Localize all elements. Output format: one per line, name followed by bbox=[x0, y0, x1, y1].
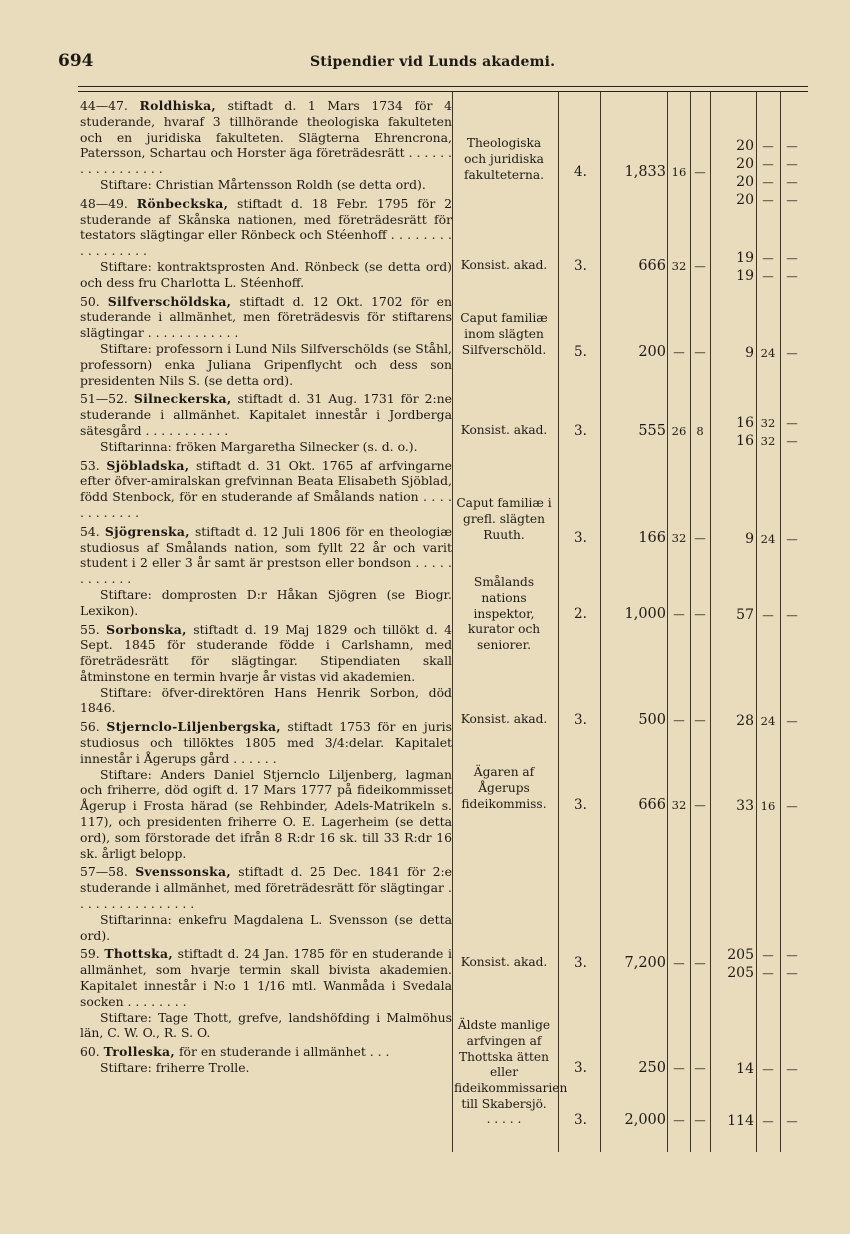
shares-value: 33 bbox=[736, 798, 754, 814]
extra-cell: 8 bbox=[696, 424, 704, 438]
stipend-entry bbox=[80, 864, 452, 943]
recipients-cell: Ägaren af Ågerups fideikommiss. bbox=[461, 765, 547, 811]
c6-column bbox=[757, 249, 779, 285]
c7-column bbox=[781, 530, 803, 548]
capital-cell: 666 bbox=[638, 258, 666, 274]
entry-founder: Stiftare: domprosten D:r Håkan Sjögren (se Biogr. Lexikon). bbox=[80, 586, 452, 618]
entries-column bbox=[80, 98, 452, 1079]
c7-column bbox=[781, 606, 803, 624]
skilling-cell: — bbox=[673, 713, 685, 727]
c7-value: — bbox=[786, 416, 798, 430]
c6-column bbox=[757, 1112, 779, 1130]
column-divider bbox=[558, 92, 559, 1152]
c7-value: — bbox=[786, 193, 798, 207]
c6-value: — bbox=[762, 1062, 774, 1076]
capital-cell: 166 bbox=[638, 530, 666, 546]
recipients-cell: Konsist. akad. bbox=[460, 423, 548, 437]
class-cell: 3. bbox=[574, 258, 587, 274]
c6-value: — bbox=[762, 251, 774, 265]
c7-column bbox=[781, 249, 803, 285]
c7-value: — bbox=[786, 139, 798, 153]
recipients-cell: Caput familiæ i grefl. slägten Ruuth. bbox=[456, 496, 552, 542]
column-divider bbox=[710, 92, 711, 1152]
entry-text bbox=[80, 1044, 452, 1060]
skilling-cell: 32 bbox=[671, 798, 687, 812]
c7-value: — bbox=[786, 157, 798, 171]
c6-column bbox=[757, 606, 779, 624]
extra-cell: — bbox=[694, 259, 706, 273]
recipients-cell: Konsist. akad. bbox=[460, 955, 548, 969]
stipend-entry bbox=[80, 1044, 452, 1076]
stipend-entry bbox=[80, 946, 452, 1041]
class-cell: 3. bbox=[574, 530, 587, 546]
shares-value: 205 bbox=[727, 947, 754, 963]
class-cell: 4. bbox=[574, 164, 587, 180]
entry-founder: Stiftare: Anders Daniel Stjernclo Liljenberg, lagman och friherre, död ogift d. 17 Mars 1777 på fideikommisset Ågerup i Frosta härad (se Rehbinder, Adels-Matrikeln s. 117), och presidenten friherre O. E. Lagerheim (se detta ord), som förstorade det ifrån 8 R:dr 16 sk. till 33 R:dr 16 sk. årligt belopp. bbox=[80, 766, 452, 861]
c7-value: — bbox=[786, 948, 798, 962]
c6-column bbox=[757, 797, 779, 815]
entry-text bbox=[80, 622, 452, 685]
entry-text bbox=[80, 458, 452, 521]
entry-name: Stjernclo-Liljenbergska, bbox=[106, 719, 281, 735]
shares-value: 16 bbox=[736, 433, 754, 449]
recipients-cell: Smålands nations inspektor, kurator och seniorer. bbox=[467, 575, 541, 653]
class-cell: 3. bbox=[574, 712, 587, 728]
c7-value: — bbox=[786, 1062, 798, 1076]
entry-description: för en studerande i allmänhet . . . bbox=[178, 1044, 390, 1060]
capital-cell: 666 bbox=[638, 797, 666, 813]
skilling-cell: — bbox=[673, 345, 685, 359]
shares-column bbox=[712, 1060, 754, 1078]
c7-value: — bbox=[786, 269, 798, 283]
shares-column bbox=[712, 137, 754, 209]
entry-description: stiftadt d. 12 Juli 1806 för en theologiæ studiosus af Smålands nation, som fyllt 22 år och varit student i 2 eller 3 år samt är prestson eller bondson . . . . . . . . . . . . bbox=[80, 523, 452, 587]
c6-value: 16 bbox=[760, 799, 776, 813]
entry-founder: Stiftare: kontraktsprosten And. Rönbeck (se detta ord) och dess fru Charlotta L. Stéenhoff. bbox=[80, 258, 452, 290]
capital-cell: 200 bbox=[638, 344, 666, 360]
c7-value: — bbox=[786, 608, 798, 622]
header-rule-thin bbox=[78, 91, 808, 92]
shares-value: 20 bbox=[736, 174, 754, 190]
entry-description: stiftadt d. 25 Dec. 1841 för 2:e studerande i allmänhet, med företrädesrätt för slägtingar . . . . . . . . . . . . . . . . bbox=[80, 864, 452, 912]
extra-cell: — bbox=[694, 1113, 706, 1127]
shares-value: 19 bbox=[736, 250, 754, 266]
entry-founder: Stiftare: Tage Thott, grefve, landshöfding i Malmöhus län, C. W. O., R. S. O. bbox=[80, 1009, 452, 1041]
c6-value: — bbox=[762, 175, 774, 189]
c7-column bbox=[781, 1112, 803, 1130]
recipients-cell: . . . . . bbox=[486, 1112, 522, 1126]
entry-description: stiftadt d. 12 Okt. 1702 för en studerande i allmänhet, men företrädesvis för stiftarens slägtingar . . . . . . . . . . . . bbox=[80, 293, 452, 341]
entry-name: Rönbeckska, bbox=[136, 195, 229, 211]
entry-text bbox=[80, 946, 452, 1009]
c7-column bbox=[781, 137, 803, 209]
entry-description: stiftadt d. 24 Jan. 1785 för en studerande i allmänhet, som hvarje termin skall bivista akademien. Kapitalet innestår i N:o 1 1/16 mtl. Wanmåda i Svedala socken . . . . . . . . bbox=[80, 946, 452, 1009]
c6-column bbox=[757, 414, 779, 450]
c7-value: — bbox=[786, 251, 798, 265]
entry-founder: Stiftarinna: fröken Margaretha Silnecker (s. d. o.). bbox=[100, 438, 418, 454]
capital-cell: 2,000 bbox=[624, 1112, 666, 1128]
capital-cell: 250 bbox=[638, 1060, 666, 1076]
class-cell: 3. bbox=[574, 423, 587, 439]
extra-cell: — bbox=[694, 531, 706, 545]
entry-description: stiftadt d. 1 Mars 1734 för 4 studerande, hvaraf 3 tillhörande theologiska fakulteten och en juridiska fakulteten. Slägterna Ehrencrona, Patersson, Schartau och Horster äga företrädesrätt . . . . . . . . . . . . . . . . . bbox=[80, 98, 452, 177]
entry-description: stiftadt d. 31 Okt. 1765 af arfvingarne efter öfver-amiralskan grefvinnan Beata Elisabeth Sjöblad, född Stenbock, för en studerande af Smålands nation . . . . . . . . . . . . bbox=[80, 457, 452, 520]
class-cell: 2. bbox=[574, 606, 587, 622]
entry-text bbox=[80, 524, 452, 587]
shares-value: 28 bbox=[736, 713, 754, 729]
column-divider bbox=[452, 92, 453, 1152]
extra-cell: — bbox=[694, 713, 706, 727]
entry-description: stiftadt 1753 för en juris studiosus och tillöktes 1805 med 3/4:delar. Kapitalet innestår i Ågerups gård . . . . . . bbox=[80, 719, 452, 766]
skilling-cell: — bbox=[673, 956, 685, 970]
skilling-cell: 16 bbox=[671, 165, 687, 179]
skilling-cell: 26 bbox=[671, 424, 687, 438]
shares-value: 20 bbox=[736, 192, 754, 208]
c6-value: 24 bbox=[760, 346, 776, 360]
entry-founder: Stiftare: professorn i Lund Nils Silfverschölds (se Ståhl, professorn) enka Juliana Gripenflycht och dess son presidenten Nils S. (se detta ord). bbox=[80, 340, 452, 388]
shares-value: 20 bbox=[736, 138, 754, 154]
skilling-cell: — bbox=[673, 607, 685, 621]
entry-number: 57—58. bbox=[80, 864, 128, 880]
entry-number: 48—49. bbox=[80, 195, 128, 211]
c6-value: 24 bbox=[760, 532, 776, 546]
class-cell: 3. bbox=[574, 1112, 587, 1128]
entry-text bbox=[80, 98, 452, 177]
c7-value: — bbox=[786, 966, 798, 980]
entry-number: 51—52. bbox=[80, 391, 128, 407]
shares-value: 14 bbox=[736, 1061, 754, 1077]
entry-name: Sjögrenska, bbox=[104, 523, 190, 539]
c7-column bbox=[781, 946, 803, 982]
c7-value: — bbox=[786, 346, 798, 360]
entry-number: 60. bbox=[80, 1044, 100, 1060]
c6-value: — bbox=[762, 948, 774, 962]
class-cell: 3. bbox=[574, 1060, 587, 1076]
column-divider bbox=[667, 92, 668, 1152]
entry-number: 44—47. bbox=[80, 98, 128, 113]
shares-column bbox=[712, 797, 754, 815]
entry-number: 55. bbox=[80, 621, 100, 637]
entry-name: Silfverschöldska, bbox=[107, 293, 232, 309]
skilling-cell: — bbox=[673, 1113, 685, 1127]
capital-cell: 555 bbox=[638, 423, 666, 439]
shares-column bbox=[712, 414, 754, 450]
entry-text bbox=[80, 864, 452, 911]
recipients-cell: Konsist. akad. bbox=[460, 712, 548, 726]
c6-value: — bbox=[762, 1114, 774, 1128]
recipients-cell: Konsist. akad. bbox=[460, 258, 548, 272]
shares-value: 205 bbox=[727, 965, 754, 981]
entry-founder: Stiftare: öfver-direktören Hans Henrik Sorbon, död 1846. bbox=[80, 684, 452, 716]
shares-column bbox=[712, 946, 754, 982]
c6-value: — bbox=[762, 193, 774, 207]
stipend-entry bbox=[80, 98, 452, 193]
stipend-entry bbox=[80, 294, 452, 389]
c6-value: 32 bbox=[760, 416, 776, 430]
extra-cell: — bbox=[694, 345, 706, 359]
extra-cell: — bbox=[694, 798, 706, 812]
running-title: Stipendier vid Lunds akademi. bbox=[310, 54, 556, 70]
c7-value: — bbox=[786, 434, 798, 448]
shares-column bbox=[712, 712, 754, 730]
entry-description: stiftadt d. 31 Aug. 1731 för 2:ne studerande i allmänhet. Kapitalet innestår i Jordberga sätesgård . . . . . . . . . . . bbox=[80, 391, 452, 438]
entry-name: Thottska, bbox=[104, 946, 173, 962]
skilling-cell: 32 bbox=[671, 259, 687, 273]
stipend-entry bbox=[80, 719, 452, 861]
entry-name: Svenssonska, bbox=[135, 864, 231, 880]
stipend-entry bbox=[80, 458, 452, 521]
c6-value: 32 bbox=[760, 434, 776, 448]
extra-cell: — bbox=[694, 956, 706, 970]
shares-value: 16 bbox=[736, 415, 754, 431]
entry-number: 56. bbox=[80, 719, 100, 735]
c6-value: — bbox=[762, 608, 774, 622]
recipients-cell: Äldste manlige arfvingen af Thottska ätten eller fideikommissarien till Skabersjö. bbox=[454, 1018, 568, 1111]
c6-column bbox=[757, 344, 779, 362]
entry-founder: Stiftare: friherre Trolle. bbox=[100, 1060, 250, 1076]
c7-column bbox=[781, 712, 803, 730]
entry-number: 50. bbox=[80, 293, 100, 309]
c7-value: — bbox=[786, 532, 798, 546]
c7-column bbox=[781, 344, 803, 362]
c6-column bbox=[757, 1060, 779, 1078]
entry-text bbox=[80, 294, 452, 341]
stipend-entry bbox=[80, 524, 452, 619]
entry-name: Sorbonska, bbox=[106, 621, 187, 637]
shares-value: 20 bbox=[736, 156, 754, 172]
shares-column bbox=[712, 249, 754, 285]
stipend-entry bbox=[80, 391, 452, 454]
entry-description: stiftadt d. 18 Febr. 1795 för 2 studerande af Skånska nationen, med företrädesrätt för testators slägtingar eller Rönbeck och Stéenhoff . . . . . . . . . . . . . . . . . bbox=[80, 195, 452, 259]
entry-name: Roldhiska, bbox=[139, 98, 217, 113]
entry-number: 59. bbox=[80, 946, 100, 962]
c7-column bbox=[781, 1060, 803, 1078]
entry-founder: Stiftarinna: enkefru Magdalena L. Svensson (se detta ord). bbox=[80, 911, 452, 943]
shares-value: 57 bbox=[736, 607, 754, 623]
c7-value: — bbox=[786, 175, 798, 189]
shares-column bbox=[712, 344, 754, 362]
c6-value: — bbox=[762, 966, 774, 980]
capital-cell: 1,833 bbox=[624, 164, 666, 180]
c7-value: — bbox=[786, 799, 798, 813]
recipients-cell: Theologiska och juridiska fakulteterna. bbox=[464, 136, 544, 182]
shares-column bbox=[712, 530, 754, 548]
shares-value: 19 bbox=[736, 268, 754, 284]
c6-value: — bbox=[762, 157, 774, 171]
c7-value: — bbox=[786, 714, 798, 728]
entry-name: Silneckerska, bbox=[133, 391, 232, 407]
skilling-cell: 32 bbox=[671, 531, 687, 545]
shares-column bbox=[712, 606, 754, 624]
skilling-cell: — bbox=[673, 1061, 685, 1075]
stipend-entry bbox=[80, 622, 452, 717]
capital-cell: 1,000 bbox=[624, 606, 666, 622]
c6-value: 24 bbox=[760, 714, 776, 728]
recipients-cell: Caput familiæ inom slägten Silfverschöld. bbox=[460, 311, 548, 357]
extra-cell: — bbox=[694, 607, 706, 621]
c6-column bbox=[757, 137, 779, 209]
c6-column bbox=[757, 946, 779, 982]
column-divider bbox=[690, 92, 691, 1152]
c6-column bbox=[757, 530, 779, 548]
entry-text bbox=[80, 391, 452, 438]
shares-column bbox=[712, 1112, 754, 1130]
entry-text bbox=[80, 719, 452, 766]
column-divider bbox=[600, 92, 601, 1152]
c7-value: — bbox=[786, 1114, 798, 1128]
header-rule bbox=[78, 86, 808, 87]
page-header bbox=[0, 48, 850, 78]
entry-name: Sjöbladska, bbox=[106, 457, 190, 473]
capital-cell: 500 bbox=[638, 712, 666, 728]
extra-cell: — bbox=[694, 165, 706, 179]
c6-value: — bbox=[762, 269, 774, 283]
stipend-entry bbox=[80, 196, 452, 291]
c7-column bbox=[781, 797, 803, 815]
c6-value: — bbox=[762, 139, 774, 153]
class-cell: 3. bbox=[574, 955, 587, 971]
class-cell: 5. bbox=[574, 344, 587, 360]
entry-text bbox=[80, 196, 452, 259]
page-number: 694 bbox=[58, 51, 94, 71]
extra-cell: — bbox=[694, 1061, 706, 1075]
shares-value: 9 bbox=[745, 531, 754, 547]
entry-description: stiftadt d. 19 Maj 1829 och tillökt d. 4 Sept. 1845 för studerande födde i Carlshamn, med företrädesrätt för slägtingar. Stipendiaten skall åtminstone en termin hvarje år vistas vid akademien. bbox=[80, 621, 452, 684]
shares-value: 114 bbox=[727, 1113, 754, 1129]
class-cell: 3. bbox=[574, 797, 587, 813]
entry-founder: Stiftare: Christian Mårtensson Roldh (se detta ord). bbox=[100, 176, 426, 192]
entry-name: Trolleska, bbox=[103, 1044, 175, 1060]
entry-number: 54. bbox=[80, 523, 100, 539]
shares-value: 9 bbox=[745, 345, 754, 361]
capital-cell: 7,200 bbox=[624, 955, 666, 971]
c7-column bbox=[781, 414, 803, 450]
entry-number: 53. bbox=[80, 457, 100, 473]
c6-column bbox=[757, 712, 779, 730]
